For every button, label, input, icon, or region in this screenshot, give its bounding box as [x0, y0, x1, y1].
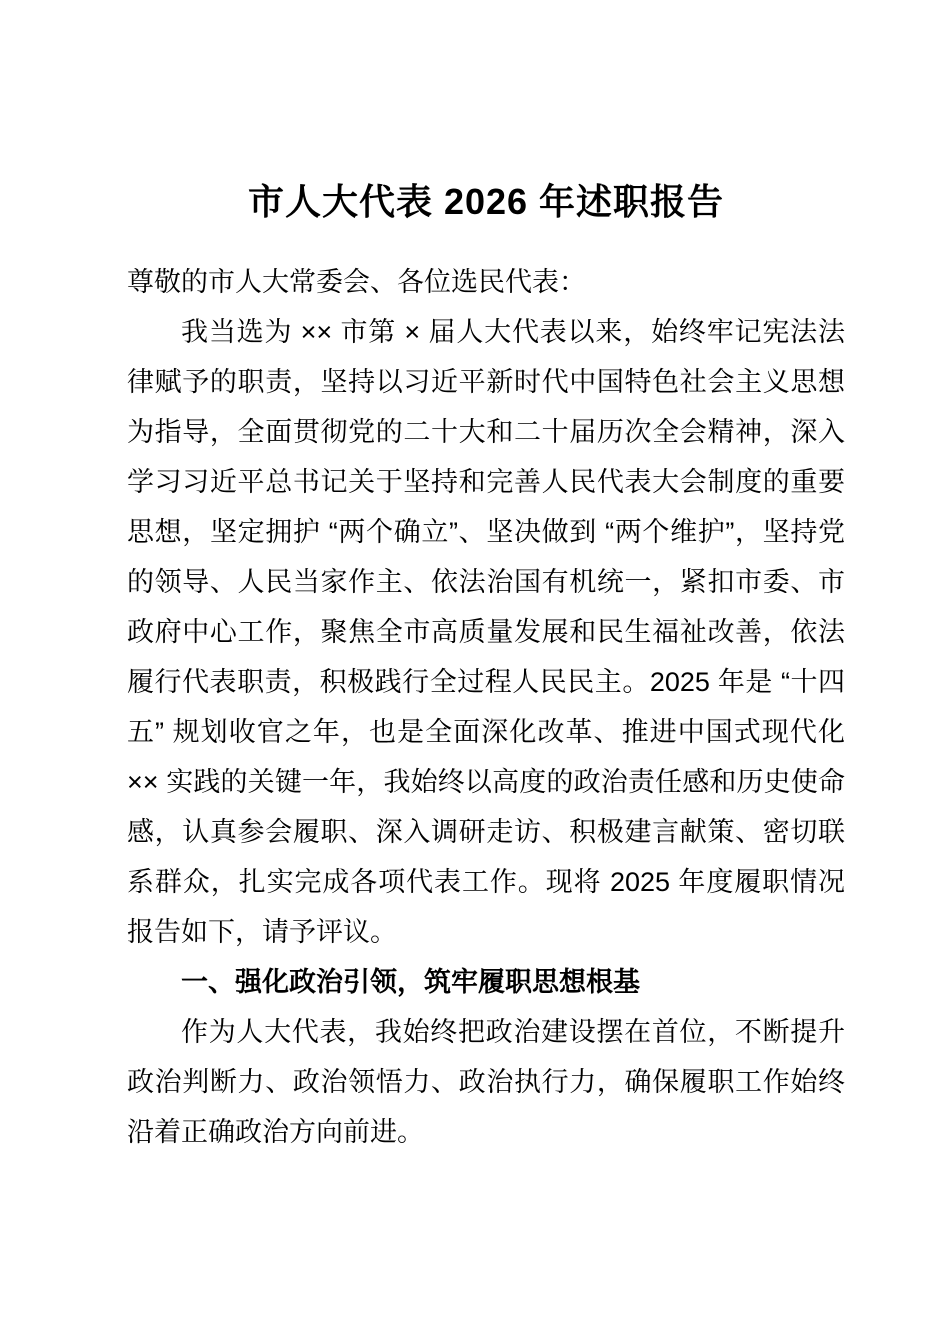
document-title: 市人大代表 2026 年述职报告: [247, 181, 725, 222]
salutation-line: 尊敬的市人大常委会、各位选民代表：: [127, 267, 586, 297]
document-body: [127, 257, 845, 1157]
section-1-heading: 一、强化政治引领，筑牢履职思想根基: [181, 967, 640, 997]
intro-paragraph: 我当选为 ×× 市第 × 届人大代表以来，始终牢记宪法法律赋予的职责，坚持以习近平新时代中国特色社会主义思想为指导，全面贯彻党的二十大和二十届历次全会精神，深入学习习近平总书记关于坚持和完善人民代表大会制度的重要思想，坚定拥护 “两个确立”、坚决做到 “两个维护”，坚持党的领导、人民当家作主、依法治国有机统一，紧扣市委、市政府中心工作，聚焦全市高质量发展和民生福祉改善，依法履行代表职责，积极践行全过程人民民主。2025 年是 “十四五” 规划收官之年，也是全面深化改革、推进中国式现代化 ×× 实践的关键一年，我始终以高度的政治责任感和历史使命感，认真参会履职、深入调研走访、积极建言献策、密切联系群众，扎实完成各项代表工作。现将 2025 年度履职情况报告如下，请予评议。: [127, 317, 845, 947]
section-1-paragraph: 作为人大代表，我始终把政治建设摆在首位，不断提升政治判断力、政治领悟力、政治执行力，确保履职工作始终沿着正确政治方向前进。: [127, 1017, 845, 1147]
